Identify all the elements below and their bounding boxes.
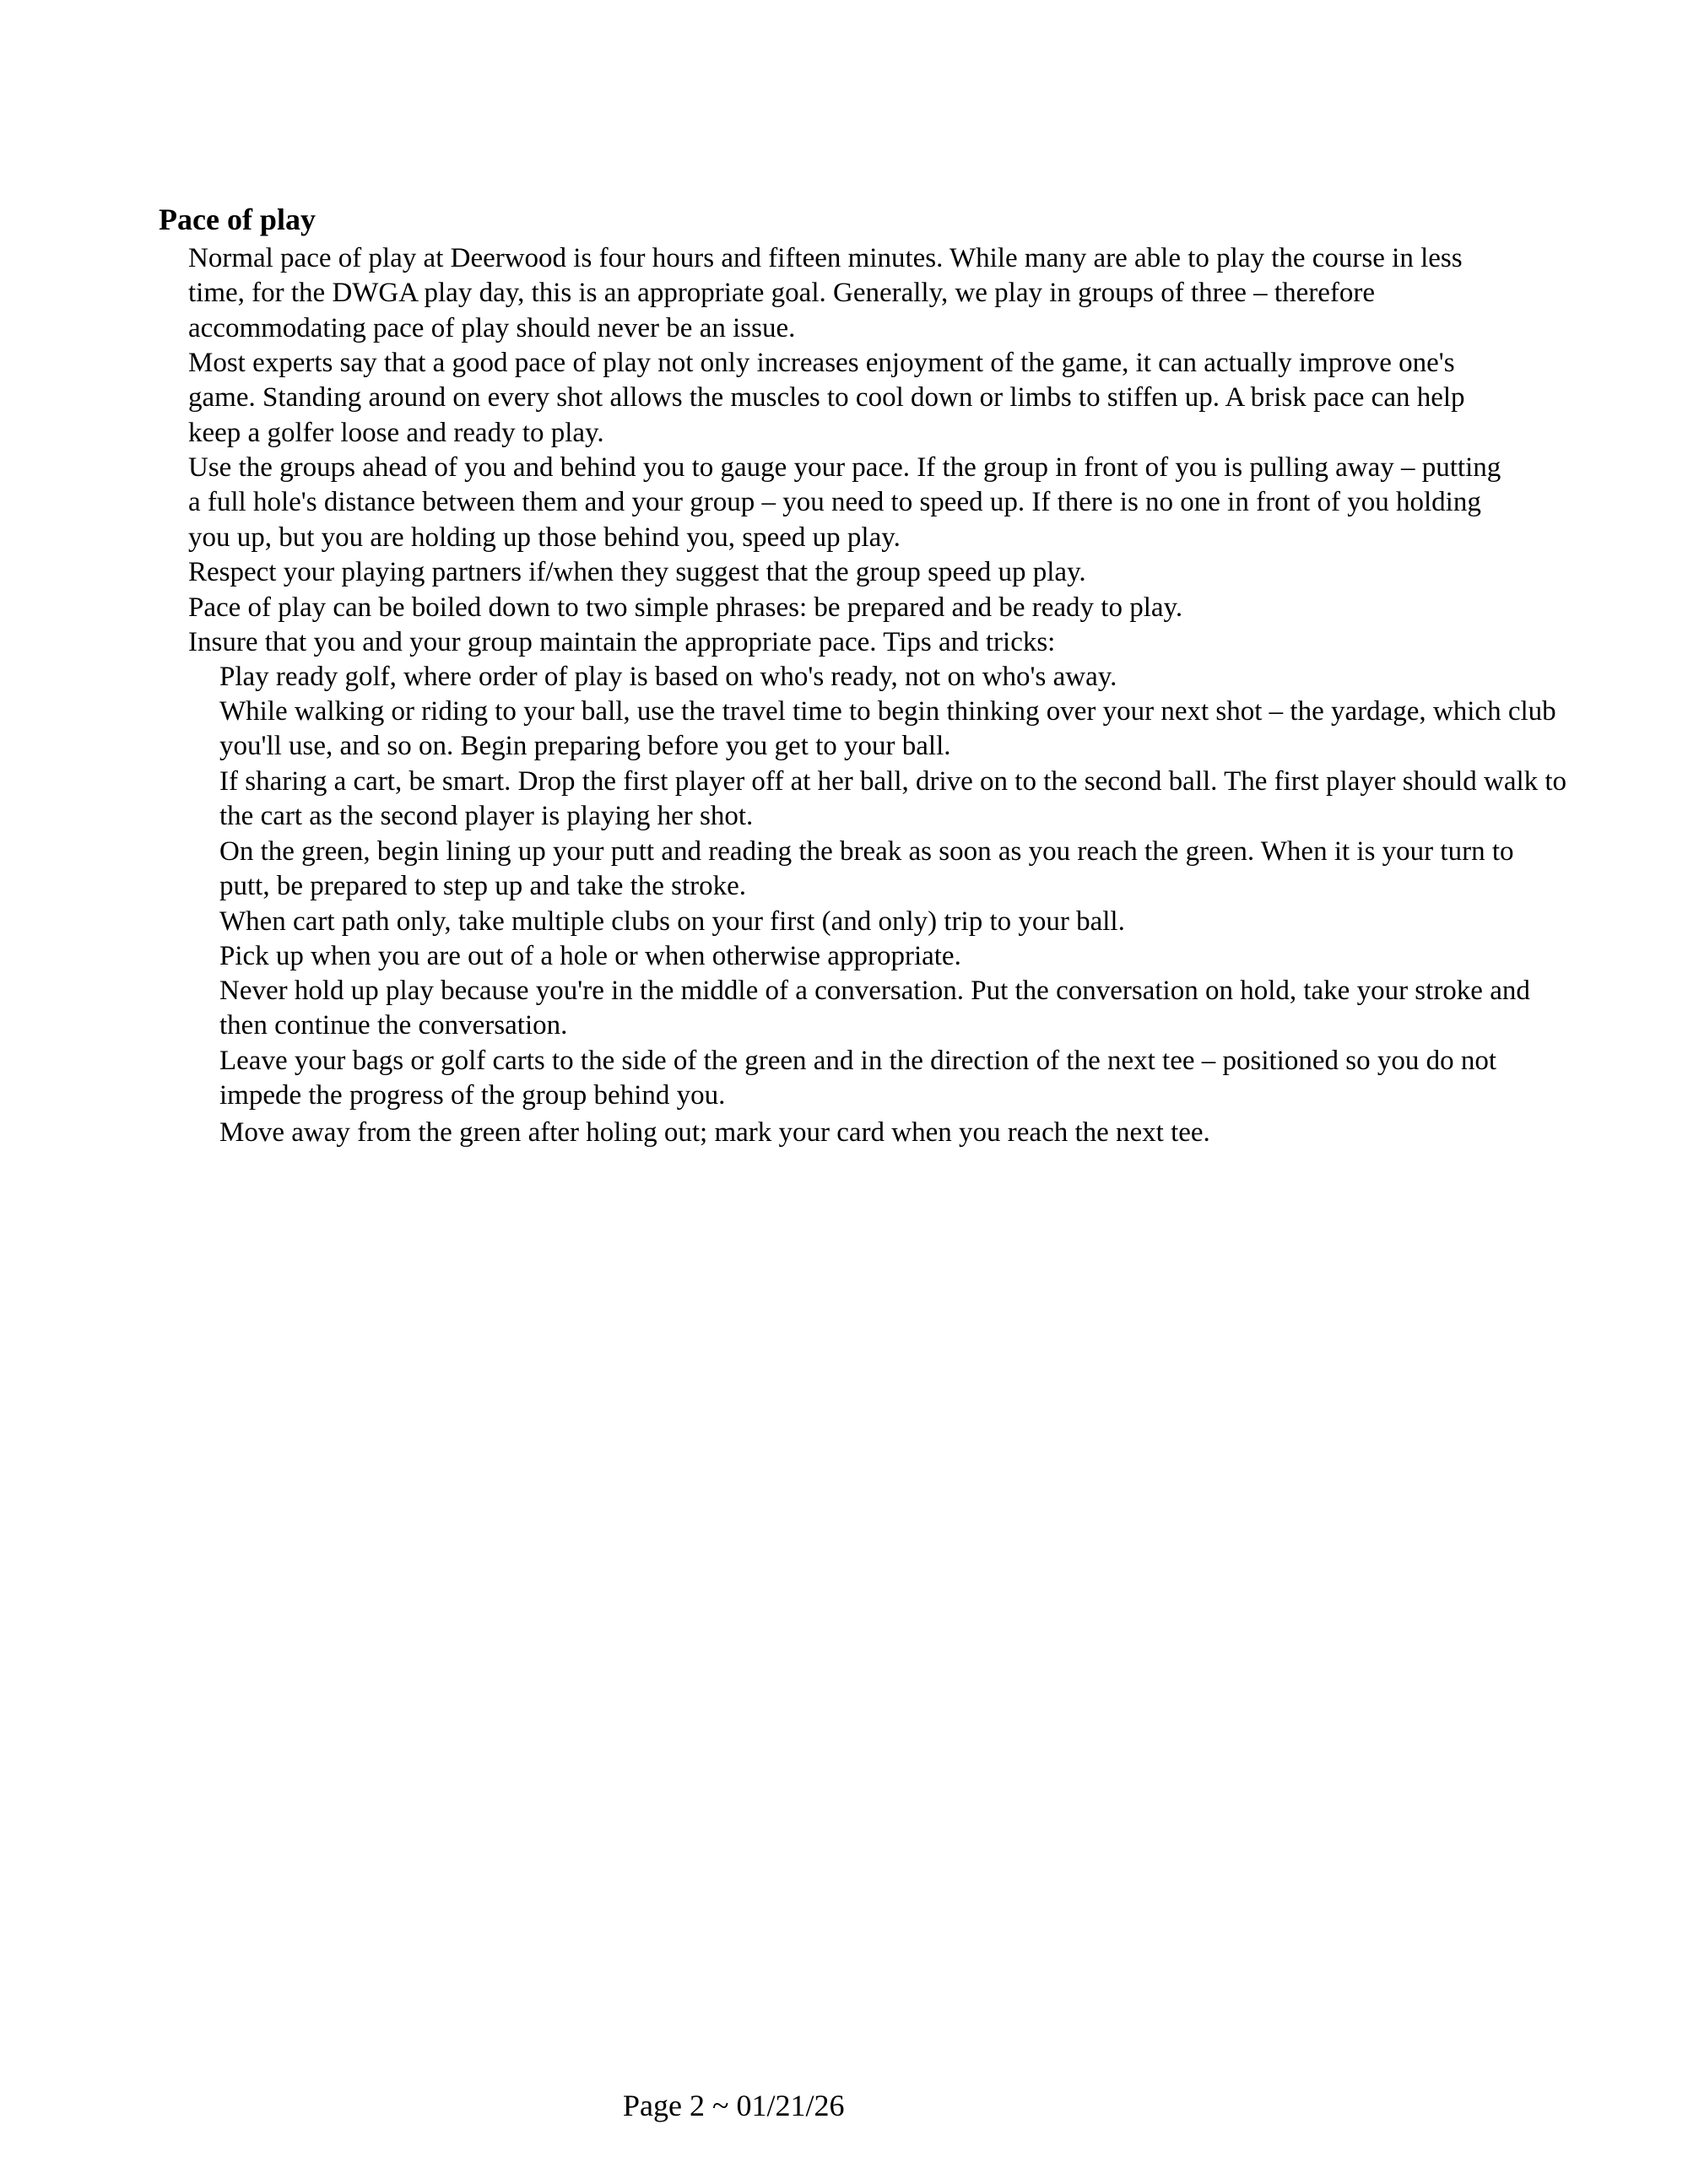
tip-pick-up: Pick up when you are out of a hole or when otherwise appropriate. [219,941,961,971]
tip-ready-golf: Play ready golf, where order of play is based on who's ready, not on who's away. [219,662,1117,692]
tip-on-the-green: On the green, begin lining up your putt and reading the break as soon as you reach the green. When it is your turn to putt, be prepared to step up and take the stroke. [219,836,1514,902]
paragraph-two-phrases: Pace of play can be boiled down to two simple phrases: be prepared and be ready to play. [188,592,1183,623]
paragraph-gauge-pace: Use the groups ahead of you and behind you to gauge your pace. If the group in front of you is pulling away – putting a full hole's distance between them and your group – you need to speed up. If there is no one in front of you holding you up, but you are holding up those behind you, speed up play. [188,452,1501,553]
tip-travel-time: While walking or riding to your ball, use the travel time to begin thinking over your next shot – the yardage, which club you'll use, and so on. Begin preparing before you get to your ball. [219,696,1556,762]
paragraph-tips-intro: Insure that you and your group maintain the appropriate pace. Tips and tricks: [188,627,1056,657]
section-heading: Pace of play [159,203,316,236]
paragraph-respect-partners: Respect your playing partners if/when they suggest that the group speed up play. [188,557,1086,587]
tip-cart-path-only: When cart path only, take multiple clubs on your first (and only) trip to your ball. [219,906,1125,937]
tip-sharing-cart: If sharing a cart, be smart. Drop the first player off at her ball, drive on to the second ball. The first player should walk to the cart as the second player is playing her shot. [219,766,1567,832]
paragraph-experts: Most experts say that a good pace of play not only increases enjoyment of the game, it can actually improve one's game. Standing around on every shot allows the muscles to cool down or limbs to stiffen up. A brisk pace can help keep a golfer loose and ready to play. [188,348,1465,448]
page-footer: Page 2 ~ 01/21/26 [623,2089,845,2122]
paragraph-normal-pace: Normal pace of play at Deerwood is four hours and fifteen minutes. While many are able to play the course in less time, for the DWGA play day, this is an appropriate goal. Generally, we play in groups of three – therefore accommodating pace of play should never be an issue. [188,243,1463,343]
tip-bags-carts: Leave your bags or golf carts to the side of the green and in the direction of the next tee – positioned so you do not impede the progress of the group behind you. [219,1046,1497,1111]
tip-move-away: Move away from the green after holing out; mark your card when you reach the next tee. [219,1117,1210,1148]
tip-conversation: Never hold up play because you're in the middle of a conversation. Put the conversation on hold, take your stroke and then continue the conversation. [219,976,1530,1041]
